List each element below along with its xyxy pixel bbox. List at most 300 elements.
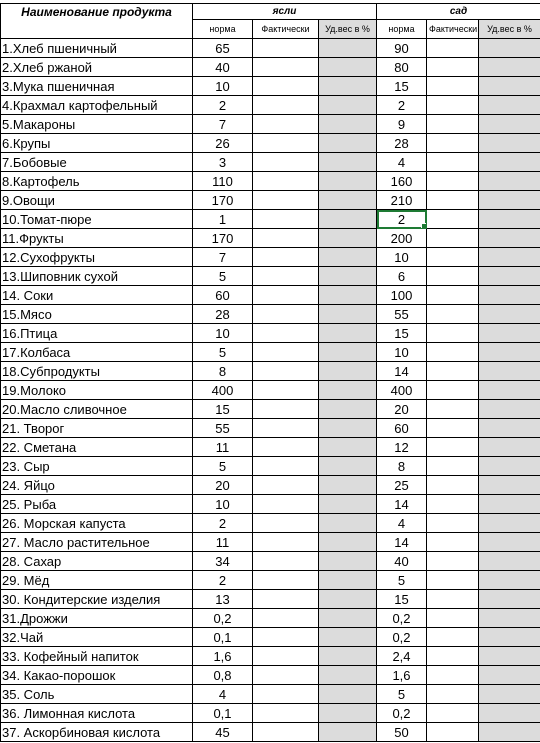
yasli-fact-cell[interactable] [253, 58, 319, 77]
yasli-share-cell[interactable] [319, 438, 377, 457]
product-name-cell[interactable]: 17.Колбаса [1, 343, 193, 362]
product-name-cell[interactable]: 8.Картофель [1, 172, 193, 191]
yasli-share-cell[interactable] [319, 381, 377, 400]
yasli-share-cell[interactable] [319, 115, 377, 134]
product-name-cell[interactable]: 34. Какао-порошок [1, 666, 193, 685]
yasli-fact-cell[interactable] [253, 685, 319, 704]
sad-share-cell[interactable] [479, 172, 540, 191]
product-name-cell[interactable]: 16.Птица [1, 324, 193, 343]
sad-share-cell[interactable] [479, 533, 540, 552]
sad-fact-cell[interactable] [427, 96, 479, 115]
sad-share-cell[interactable] [479, 39, 540, 58]
sad-share-cell[interactable] [479, 248, 540, 267]
table-row [1, 723, 540, 742]
yasli-norm-cell[interactable]: 4 [193, 685, 253, 704]
yasli-norm-cell[interactable]: 40 [193, 58, 253, 77]
sad-fact-cell[interactable] [427, 476, 479, 495]
yasli-norm-cell[interactable]: 170 [193, 229, 253, 248]
yasli-fact-cell[interactable] [253, 723, 319, 742]
sad-share-cell[interactable] [479, 666, 540, 685]
yasli-norm-cell[interactable]: 1,6 [193, 647, 253, 666]
yasli-norm-cell[interactable]: 2 [193, 96, 253, 115]
header-group-yasli[interactable]: ясли [193, 4, 377, 20]
sad-norm-cell[interactable]: 160 [377, 172, 427, 191]
yasli-fact-cell[interactable] [253, 704, 319, 723]
sad-fact-cell[interactable] [427, 533, 479, 552]
sad-fact-cell[interactable] [427, 666, 479, 685]
sad-share-cell[interactable] [479, 438, 540, 457]
header-yasli-fact[interactable]: Фактически [253, 20, 319, 39]
sad-norm-cell[interactable]: 60 [377, 419, 427, 438]
product-name-cell[interactable]: 30. Кондитерские изделия [1, 590, 193, 609]
yasli-share-cell[interactable] [319, 704, 377, 723]
yasli-share-cell[interactable] [319, 533, 377, 552]
sad-fact-cell[interactable] [427, 324, 479, 343]
header-product-name[interactable]: Наименование продукта [1, 4, 193, 39]
yasli-fact-cell[interactable] [253, 647, 319, 666]
yasli-norm-cell[interactable]: 60 [193, 286, 253, 305]
sad-fact-cell[interactable] [427, 191, 479, 210]
yasli-fact-cell[interactable] [253, 590, 319, 609]
yasli-share-cell[interactable] [319, 286, 377, 305]
product-name-cell[interactable]: 35. Соль [1, 685, 193, 704]
sad-norm-cell[interactable]: 12 [377, 438, 427, 457]
yasli-norm-cell[interactable]: 2 [193, 514, 253, 533]
yasli-norm-cell[interactable]: 11 [193, 438, 253, 457]
sad-norm-cell[interactable]: 9 [377, 115, 427, 134]
yasli-fact-cell[interactable] [253, 419, 319, 438]
table-row [1, 58, 540, 77]
sad-fact-cell[interactable] [427, 58, 479, 77]
yasli-norm-cell[interactable]: 20 [193, 476, 253, 495]
sad-fact-cell[interactable] [427, 514, 479, 533]
sad-share-cell[interactable] [479, 58, 540, 77]
sad-share-cell[interactable] [479, 115, 540, 134]
table-row [1, 400, 540, 419]
yasli-norm-cell[interactable]: 26 [193, 134, 253, 153]
yasli-norm-cell[interactable]: 65 [193, 39, 253, 58]
sad-share-cell[interactable] [479, 552, 540, 571]
sad-norm-cell[interactable]: 14 [377, 362, 427, 381]
yasli-norm-cell[interactable]: 28 [193, 305, 253, 324]
table-row [1, 267, 540, 286]
yasli-share-cell[interactable] [319, 400, 377, 419]
header-sad-norm[interactable]: норма [377, 20, 427, 39]
table-row [1, 438, 540, 457]
table-row [1, 590, 540, 609]
yasli-fact-cell[interactable] [253, 229, 319, 248]
yasli-norm-cell[interactable]: 10 [193, 495, 253, 514]
yasli-share-cell[interactable] [319, 324, 377, 343]
sad-fact-cell[interactable] [427, 495, 479, 514]
yasli-share-cell[interactable] [319, 590, 377, 609]
sad-share-cell[interactable] [479, 400, 540, 419]
yasli-share-cell[interactable] [319, 77, 377, 96]
yasli-fact-cell[interactable] [253, 400, 319, 419]
product-name-cell[interactable]: 37. Аскорбиновая кислота [1, 723, 193, 742]
sad-share-cell[interactable] [479, 704, 540, 723]
sad-fact-cell[interactable] [427, 172, 479, 191]
sad-share-cell[interactable] [479, 153, 540, 172]
product-name-cell[interactable]: 32.Чай [1, 628, 193, 647]
yasli-norm-cell[interactable]: 55 [193, 419, 253, 438]
sad-norm-cell[interactable]: 15 [377, 77, 427, 96]
table-row [1, 153, 540, 172]
sad-share-cell[interactable] [479, 647, 540, 666]
yasli-fact-cell[interactable] [253, 476, 319, 495]
sad-norm-cell[interactable]: 50 [377, 723, 427, 742]
sad-share-cell[interactable] [479, 96, 540, 115]
table-row [1, 39, 540, 58]
sad-norm-cell[interactable]: 4 [377, 514, 427, 533]
yasli-fact-cell[interactable] [253, 362, 319, 381]
product-name-cell[interactable]: 33. Кофейный напиток [1, 647, 193, 666]
yasli-fact-cell[interactable] [253, 191, 319, 210]
sad-norm-cell[interactable]: 0,2 [377, 704, 427, 723]
sad-fact-cell[interactable] [427, 39, 479, 58]
sad-share-cell[interactable] [479, 324, 540, 343]
norms-table [0, 3, 540, 742]
sad-fact-cell[interactable] [427, 400, 479, 419]
yasli-norm-cell[interactable]: 5 [193, 267, 253, 286]
sad-norm-cell[interactable]: 5 [377, 685, 427, 704]
product-name-cell[interactable]: 2.Хлеб ржаной [1, 58, 193, 77]
yasli-norm-cell[interactable]: 0,2 [193, 609, 253, 628]
yasli-fact-cell[interactable] [253, 628, 319, 647]
sad-fact-cell[interactable] [427, 286, 479, 305]
yasli-share-cell[interactable] [319, 153, 377, 172]
sad-share-cell[interactable] [479, 191, 540, 210]
yasli-norm-cell[interactable]: 10 [193, 77, 253, 96]
sad-norm-cell[interactable]: 20 [377, 400, 427, 419]
yasli-fact-cell[interactable] [253, 324, 319, 343]
sad-share-cell[interactable] [479, 362, 540, 381]
yasli-norm-cell[interactable]: 10 [193, 324, 253, 343]
sad-fact-cell[interactable] [427, 571, 479, 590]
sad-norm-cell[interactable]: 5 [377, 571, 427, 590]
sad-norm-cell[interactable]: 2 [377, 96, 427, 115]
sad-fact-cell[interactable] [427, 590, 479, 609]
yasli-norm-cell[interactable]: 45 [193, 723, 253, 742]
yasli-share-cell[interactable] [319, 495, 377, 514]
sad-share-cell[interactable] [479, 628, 540, 647]
product-name-cell[interactable]: 12.Сухофрукты [1, 248, 193, 267]
yasli-share-cell[interactable] [319, 58, 377, 77]
yasli-fact-cell[interactable] [253, 305, 319, 324]
table-row [1, 419, 540, 438]
yasli-fact-cell[interactable] [253, 609, 319, 628]
table-row [1, 324, 540, 343]
yasli-share-cell[interactable] [319, 248, 377, 267]
sad-share-cell[interactable] [479, 495, 540, 514]
sad-fact-cell[interactable] [427, 248, 479, 267]
yasli-share-cell[interactable] [319, 476, 377, 495]
sad-fact-cell[interactable] [427, 229, 479, 248]
table-row [1, 628, 540, 647]
sad-fact-cell[interactable] [427, 438, 479, 457]
sad-norm-cell[interactable]: 6 [377, 267, 427, 286]
yasli-norm-cell[interactable]: 15 [193, 400, 253, 419]
yasli-share-cell[interactable] [319, 96, 377, 115]
sad-norm-cell[interactable]: 14 [377, 495, 427, 514]
table-row [1, 685, 540, 704]
product-name-cell[interactable]: 10.Томат-пюре [1, 210, 193, 229]
yasli-share-cell[interactable] [319, 723, 377, 742]
fill-handle[interactable] [421, 223, 427, 229]
product-name-cell[interactable]: 7.Бобовые [1, 153, 193, 172]
sad-norm-cell[interactable]: 0,2 [377, 609, 427, 628]
product-name-cell[interactable]: 14. Соки [1, 286, 193, 305]
yasli-share-cell[interactable] [319, 191, 377, 210]
header-sad-fact[interactable]: Фактически [427, 20, 479, 39]
product-name-cell[interactable]: 36. Лимонная кислота [1, 704, 193, 723]
product-name-cell[interactable]: 19.Молоко [1, 381, 193, 400]
yasli-norm-cell[interactable]: 0,1 [193, 704, 253, 723]
yasli-norm-cell[interactable]: 1 [193, 210, 253, 229]
product-name-cell[interactable]: 21. Творог [1, 419, 193, 438]
sad-norm-cell[interactable]: 15 [377, 590, 427, 609]
table-row [1, 343, 540, 362]
table-row [1, 457, 540, 476]
yasli-share-cell[interactable] [319, 267, 377, 286]
sad-norm-cell[interactable]: 10 [377, 248, 427, 267]
yasli-norm-cell[interactable]: 0,8 [193, 666, 253, 685]
table-row [1, 609, 540, 628]
sad-share-cell[interactable] [479, 267, 540, 286]
sad-fact-cell[interactable] [427, 210, 479, 229]
sad-share-cell[interactable] [479, 343, 540, 362]
product-name-cell[interactable]: 6.Крупы [1, 134, 193, 153]
product-name-cell[interactable]: 1.Хлеб пшеничный [1, 39, 193, 58]
sad-norm-cell[interactable]: 40 [377, 552, 427, 571]
sad-fact-cell[interactable] [427, 134, 479, 153]
product-name-cell[interactable]: 28. Сахар [1, 552, 193, 571]
yasli-share-cell[interactable] [319, 210, 377, 229]
header-yasli-norm[interactable]: норма [193, 20, 253, 39]
product-name-cell[interactable]: 5.Макароны [1, 115, 193, 134]
sad-fact-cell[interactable] [427, 362, 479, 381]
sad-fact-cell[interactable] [427, 153, 479, 172]
table-row [1, 381, 540, 400]
product-name-cell[interactable]: 20.Масло сливочное [1, 400, 193, 419]
yasli-fact-cell[interactable] [253, 134, 319, 153]
sad-norm-cell[interactable]: 100 [377, 286, 427, 305]
product-name-cell[interactable]: 13.Шиповник сухой [1, 267, 193, 286]
sad-norm-cell[interactable]: 55 [377, 305, 427, 324]
sad-fact-cell[interactable] [427, 267, 479, 286]
yasli-norm-cell[interactable]: 7 [193, 115, 253, 134]
sad-share-cell[interactable] [479, 305, 540, 324]
yasli-norm-cell[interactable]: 8 [193, 362, 253, 381]
sad-share-cell[interactable] [479, 457, 540, 476]
yasli-norm-cell[interactable]: 170 [193, 191, 253, 210]
product-name-cell[interactable]: 3.Мука пшеничная [1, 77, 193, 96]
yasli-share-cell[interactable] [319, 571, 377, 590]
sad-share-cell[interactable] [479, 476, 540, 495]
yasli-share-cell[interactable] [319, 343, 377, 362]
yasli-norm-cell[interactable]: 5 [193, 457, 253, 476]
yasli-share-cell[interactable] [319, 419, 377, 438]
sad-fact-cell[interactable] [427, 305, 479, 324]
sad-fact-cell[interactable] [427, 704, 479, 723]
yasli-norm-cell[interactable]: 34 [193, 552, 253, 571]
yasli-fact-cell[interactable] [253, 172, 319, 191]
yasli-fact-cell[interactable] [253, 666, 319, 685]
sad-norm-cell[interactable]: 90 [377, 39, 427, 58]
yasli-share-cell[interactable] [319, 134, 377, 153]
yasli-fact-cell[interactable] [253, 514, 319, 533]
sad-fact-cell[interactable] [427, 685, 479, 704]
yasli-share-cell[interactable] [319, 229, 377, 248]
table-row [1, 552, 540, 571]
sad-norm-cell[interactable]: 2 [377, 210, 427, 229]
sad-fact-cell[interactable] [427, 723, 479, 742]
yasli-share-cell[interactable] [319, 666, 377, 685]
sad-norm-cell[interactable]: 80 [377, 58, 427, 77]
yasli-fact-cell[interactable] [253, 343, 319, 362]
sad-norm-cell[interactable]: 1,6 [377, 666, 427, 685]
sad-share-cell[interactable] [479, 286, 540, 305]
yasli-fact-cell[interactable] [253, 286, 319, 305]
product-name-cell[interactable]: 25. Рыба [1, 495, 193, 514]
table-row [1, 305, 540, 324]
sad-norm-cell[interactable]: 28 [377, 134, 427, 153]
yasli-share-cell[interactable] [319, 39, 377, 58]
table-row [1, 115, 540, 134]
table-row [1, 704, 540, 723]
yasli-norm-cell[interactable]: 13 [193, 590, 253, 609]
sad-norm-cell[interactable]: 4 [377, 153, 427, 172]
sad-norm-cell[interactable]: 25 [377, 476, 427, 495]
product-name-cell[interactable]: 4.Крахмал картофельный [1, 96, 193, 115]
sad-fact-cell[interactable] [427, 647, 479, 666]
sad-share-cell[interactable] [479, 210, 540, 229]
sad-share-cell[interactable] [479, 514, 540, 533]
product-name-cell[interactable]: 11.Фрукты [1, 229, 193, 248]
sad-share-cell[interactable] [479, 134, 540, 153]
table-row [1, 286, 540, 305]
yasli-share-cell[interactable] [319, 457, 377, 476]
product-name-cell[interactable]: 29. Мёд [1, 571, 193, 590]
yasli-fact-cell[interactable] [253, 96, 319, 115]
product-name-cell[interactable]: 31.Дрожжи [1, 609, 193, 628]
table-row [1, 134, 540, 153]
sad-share-cell[interactable] [479, 381, 540, 400]
sad-share-cell[interactable] [479, 590, 540, 609]
sad-share-cell[interactable] [479, 77, 540, 96]
sad-norm-cell[interactable]: 14 [377, 533, 427, 552]
table-row [1, 647, 540, 666]
product-name-cell[interactable]: 27. Масло растительное [1, 533, 193, 552]
sad-fact-cell[interactable] [427, 343, 479, 362]
yasli-share-cell[interactable] [319, 514, 377, 533]
table-row [1, 362, 540, 381]
table-row [1, 210, 540, 229]
sad-share-cell[interactable] [479, 685, 540, 704]
sad-fact-cell[interactable] [427, 552, 479, 571]
sad-share-cell[interactable] [479, 229, 540, 248]
sad-norm-cell[interactable]: 2,4 [377, 647, 427, 666]
sad-norm-cell[interactable]: 8 [377, 457, 427, 476]
yasli-fact-cell[interactable] [253, 248, 319, 267]
yasli-norm-cell[interactable]: 3 [193, 153, 253, 172]
product-name-cell[interactable]: 23. Сыр [1, 457, 193, 476]
table-row [1, 229, 540, 248]
yasli-norm-cell[interactable]: 5 [193, 343, 253, 362]
product-name-cell[interactable]: 22. Сметана [1, 438, 193, 457]
sad-norm-cell[interactable]: 200 [377, 229, 427, 248]
yasli-fact-cell[interactable] [253, 210, 319, 229]
header-sad-share[interactable]: Уд.вес в % [479, 20, 540, 39]
product-name-cell[interactable]: 26. Морская капуста [1, 514, 193, 533]
yasli-share-cell[interactable] [319, 628, 377, 647]
sad-norm-cell[interactable]: 400 [377, 381, 427, 400]
header-group-sad[interactable]: сад [377, 4, 540, 20]
sad-norm-cell[interactable]: 0,2 [377, 628, 427, 647]
product-name-cell[interactable]: 18.Субпродукты [1, 362, 193, 381]
yasli-share-cell[interactable] [319, 305, 377, 324]
yasli-fact-cell[interactable] [253, 381, 319, 400]
table-body [1, 39, 540, 742]
sad-fact-cell[interactable] [427, 457, 479, 476]
yasli-share-cell[interactable] [319, 685, 377, 704]
sad-fact-cell[interactable] [427, 609, 479, 628]
yasli-norm-cell[interactable]: 2 [193, 571, 253, 590]
yasli-fact-cell[interactable] [253, 495, 319, 514]
sad-fact-cell[interactable] [427, 419, 479, 438]
yasli-norm-cell[interactable]: 7 [193, 248, 253, 267]
product-name-cell[interactable]: 24. Яйцо [1, 476, 193, 495]
sad-norm-cell[interactable]: 15 [377, 324, 427, 343]
table-row [1, 571, 540, 590]
yasli-share-cell[interactable] [319, 647, 377, 666]
yasli-fact-cell[interactable] [253, 457, 319, 476]
sad-share-cell[interactable] [479, 609, 540, 628]
sad-norm-cell[interactable]: 210 [377, 191, 427, 210]
yasli-fact-cell[interactable] [253, 39, 319, 58]
yasli-norm-cell[interactable]: 110 [193, 172, 253, 191]
sad-norm-cell[interactable]: 10 [377, 343, 427, 362]
product-name-cell[interactable]: 15.Мясо [1, 305, 193, 324]
yasli-norm-cell[interactable]: 11 [193, 533, 253, 552]
sad-fact-cell[interactable] [427, 77, 479, 96]
table-row [1, 666, 540, 685]
yasli-fact-cell[interactable] [253, 267, 319, 286]
sad-share-cell[interactable] [479, 571, 540, 590]
yasli-share-cell[interactable] [319, 172, 377, 191]
yasli-fact-cell[interactable] [253, 77, 319, 96]
header-yasli-share[interactable]: Уд.вес в % [319, 20, 377, 39]
sad-share-cell[interactable] [479, 723, 540, 742]
yasli-share-cell[interactable] [319, 609, 377, 628]
yasli-share-cell[interactable] [319, 552, 377, 571]
yasli-fact-cell[interactable] [253, 533, 319, 552]
yasli-fact-cell[interactable] [253, 552, 319, 571]
yasli-norm-cell[interactable]: 400 [193, 381, 253, 400]
sad-fact-cell[interactable] [427, 115, 479, 134]
yasli-share-cell[interactable] [319, 362, 377, 381]
yasli-norm-cell[interactable]: 0,1 [193, 628, 253, 647]
sad-fact-cell[interactable] [427, 628, 479, 647]
yasli-fact-cell[interactable] [253, 438, 319, 457]
yasli-fact-cell[interactable] [253, 153, 319, 172]
product-name-cell[interactable]: 9.Овощи [1, 191, 193, 210]
sad-fact-cell[interactable] [427, 381, 479, 400]
sad-share-cell[interactable] [479, 419, 540, 438]
table-row [1, 476, 540, 495]
yasli-fact-cell[interactable] [253, 115, 319, 134]
yasli-fact-cell[interactable] [253, 571, 319, 590]
